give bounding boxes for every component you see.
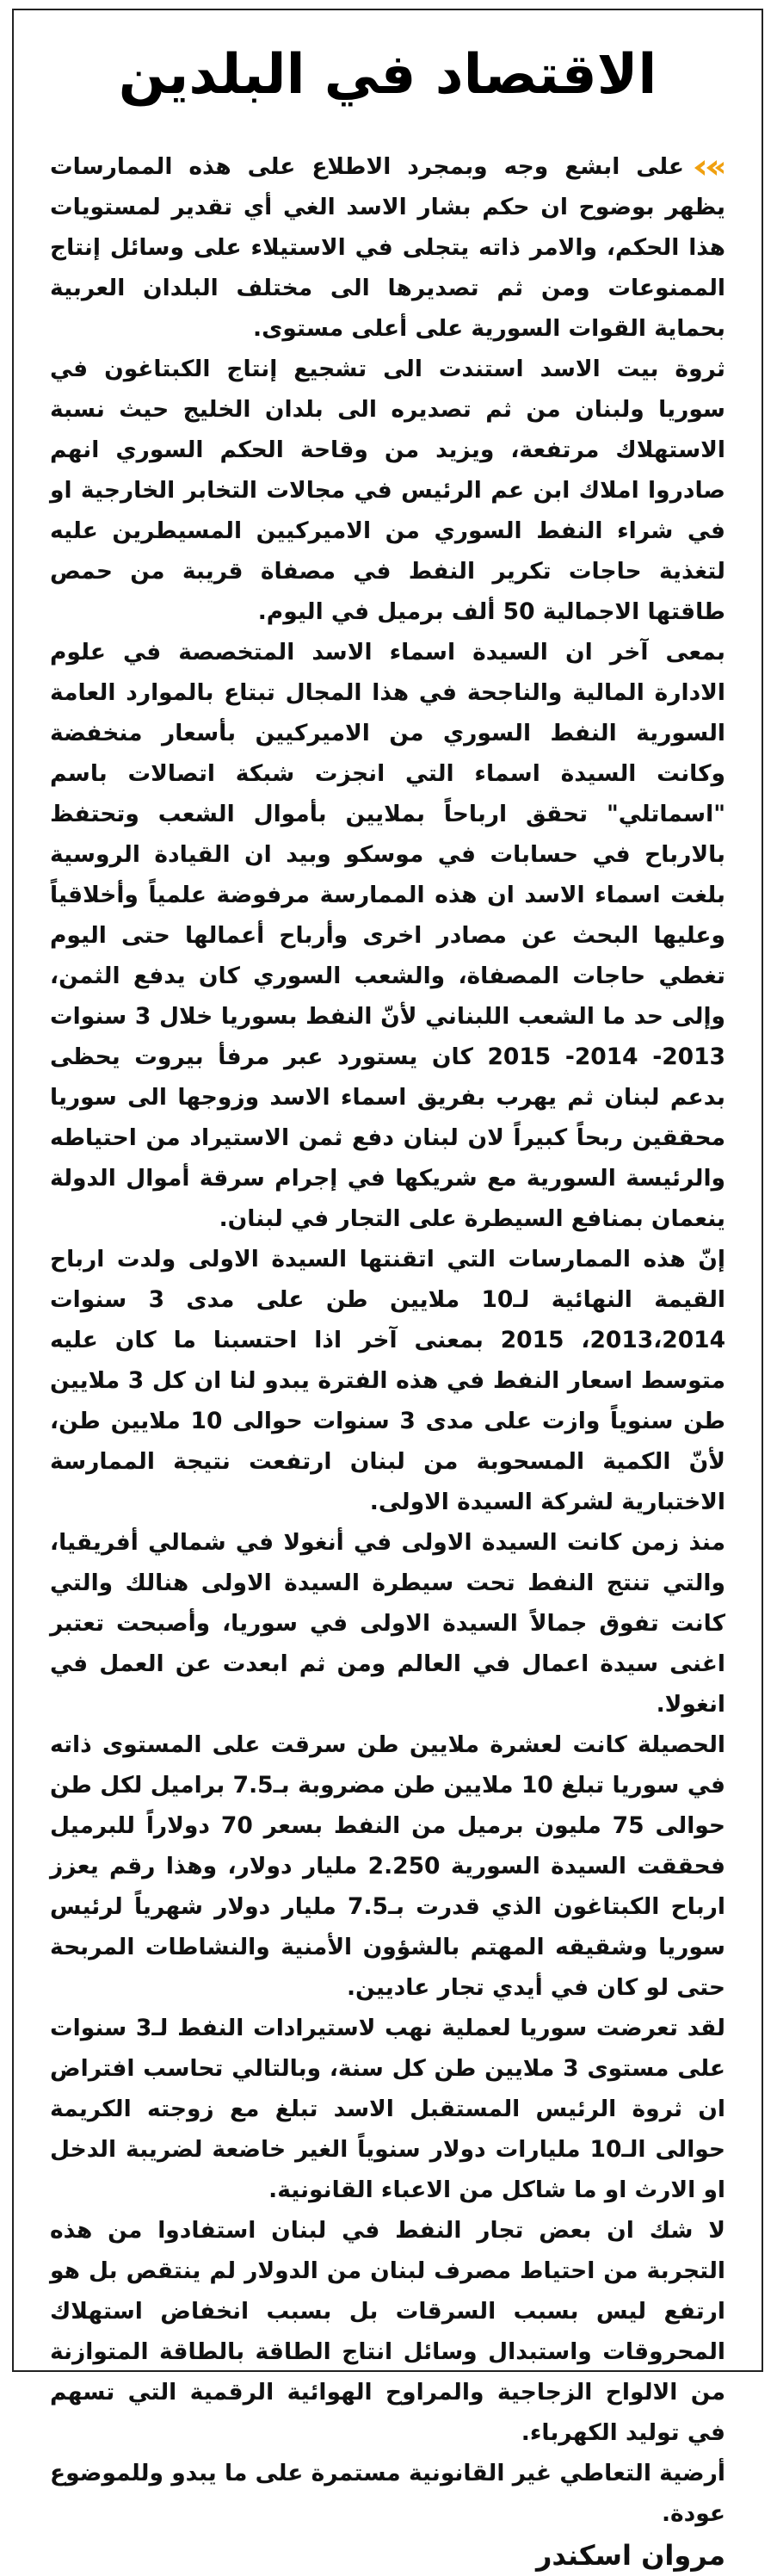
paragraph-9: أرضية التعاطي غير القانونية مستمرة على ما يبدو وللموضوع عودة. <box>50 2460 725 2527</box>
title-area <box>14 10 762 139</box>
double-arrow-icon <box>693 158 725 177</box>
paragraph-6: الحصيلة كانت لعشرة ملايين طن سرقت على المستوى ذاته في سوريا تبلغ 10 ملايين طن مضروبة بـ7.5 براميل لكل طن حوالى 75 مليون برميل من النفط بسعر 70 دولاراً للبرميل فحققت السيدة السورية 2.250 مليار دولار، وهذا رقم يعزز ارباح الكبتاغون الذي قدرت بـ7.5 مليار دولار شهرياً لرئيس سوريا وشقيقه المهتم بالشؤون الأمنية والنشاطات المربحة حتى لو كان في أيدي تجار عاديين. <box>50 1731 725 2001</box>
paragraph-2: ثروة بيت الاسد استندت الى تشجيع إنتاج الكبتاغون في سوريا ولبنان من ثم تصديره الى بلدان الخليج حيث نسبة الاستهلاك مرتفعة، ويزيد من وقاحة الحكم السوري انهم صادروا املاك ابن عم الرئيس في مجالات التخابر الخارجية او في شراء النفط السوري من الاميركيين المسيطرين عليه لتغذية حاجات تكرير النفط في مصفاة قريبة من حمص طاقتها الاجمالية 50 ألف برميل في اليوم. <box>50 356 725 625</box>
paragraph-8: لا شك ان بعض تجار النفط في لبنان استفادوا من هذه التجربة من احتياط مصرف لبنان من الدولار لم ينتقص بل هو ارتفع ليس بسبب السرقات بل بسبب انخفاض استهلاك المحروقات واستبدال وسائل انتاج الطاقة بالطاقة المتوازنة من الالواح الزجاجية والمراوح الهوائية الرقمية التي تسهم في توليد الكهرباء. <box>50 2217 725 2446</box>
paragraph-4: إنّ هذه الممارسات التي اتقنتها السيدة الاولى ولدت ارباح القيمة النهائية لـ10 ملايين طن على مدى 3 سنوات 2013،2014، 2015 بمعنى آخر اذا احتسبنا ما كان عليه متوسط اسعار النفط في هذه الفترة يبدو لنا ان كل 3 ملايين طن سنوياً وازت على مدى 3 سنوات حوالى 10 ملايين طن، لأنّ الكمية المسحوبة من لبنان ارتفعت نتيجة الممارسة الاختبارية لشركة السيدة الاولى. <box>50 1246 726 1515</box>
paragraph-5: منذ زمن كانت السيدة الاولى في أنغولا في شمالي أفريقيا، والتي تنتج النفط تحت سيطرة السيدة الاولى هنالك والتي كانت تفوق جمالاً السيدة الاولى في سوريا، وأصبحت تعتبر اغنى سيدة اعمال في العالم ومن ثم ابعدت عن العمل في انغولا. <box>50 1529 725 1718</box>
article-body <box>50 146 726 2572</box>
article-frame <box>12 9 763 2572</box>
paragraph-1 <box>50 146 725 349</box>
paragraph-3: بمعى آخر ان السيدة اسماء الاسد المتخصصة في علوم الادارة المالية والناجحة في هذا المجال تبتاع بالموارد العامة السورية النفط السوري من الاميركيين بأسعار منخفضة وكانت السيدة اسماء التي انجزت شبكة اتصالات باسم "اسماتلي" تحقق ارباحاً بملايين بأموال الشعب وتحتفظ بالارباح في حسابات في موسكو وبيد ان القيادة الروسية بلغت اسماء الاسد ان هذه الممارسة مرفوضة علمياً وأخلاقياً وعليها البحث عن مصادر اخرى وأرباح أعمالها حتى اليوم تغطي حاجات المصفاة، والشعب السوري كان يدفع الثمن، وإلى حد ما الشعب اللبناني لأنّ النفط بسوريا خلال 3 سنوات 2013- 2014- 2015 كان يستورد عبر مرفأ بيروت يحظى بدعم لبنان ثم يهرب بفريق اسماء الاسد وزوجها الى سوريا محققين ربحاً كبيراً لان لبنان دفع ثمن الاستيراد من احتياطه والرئيسة السورية مع شريكها في إجرام سرقة أموال الدولة ينعمان بمنافع السيطرة على التجار في لبنان. <box>50 639 725 1232</box>
author-signature: مروان اسكندر <box>535 2539 725 2572</box>
paragraph-text: على ابشع وجه وبمجرد الاطلاع على هذه الممارسات يظهر بوضوح ان حكم بشار الاسد الغي أي تقدير لمستويات هذا الحكم، والامر ذاته يتجلى في الاستيلاء على وسائل إنتاج الممنوعات ومن ثم تصديرها الى مختلف البلدان العربية بحماية القوات السورية على أعلى مستوى. <box>50 153 725 342</box>
article-title: الاقتصاد في البلدين <box>118 43 657 107</box>
paragraph-7: لقد تعرضت سوريا لعملية نهب لاستيرادات النفط لـ3 سنوات على مستوى 3 ملايين طن كل سنة، وبالتالي تحاسب افتراض ان ثروة الرئيس المستقبل الاسد تبلغ مع زوجته الكريمة حوالى الـ10 مليارات دولار سنوياً الغير خاضعة لضريبة الدخل او الارث او ما شاكل من الاعباء القانونية. <box>50 2015 726 2203</box>
